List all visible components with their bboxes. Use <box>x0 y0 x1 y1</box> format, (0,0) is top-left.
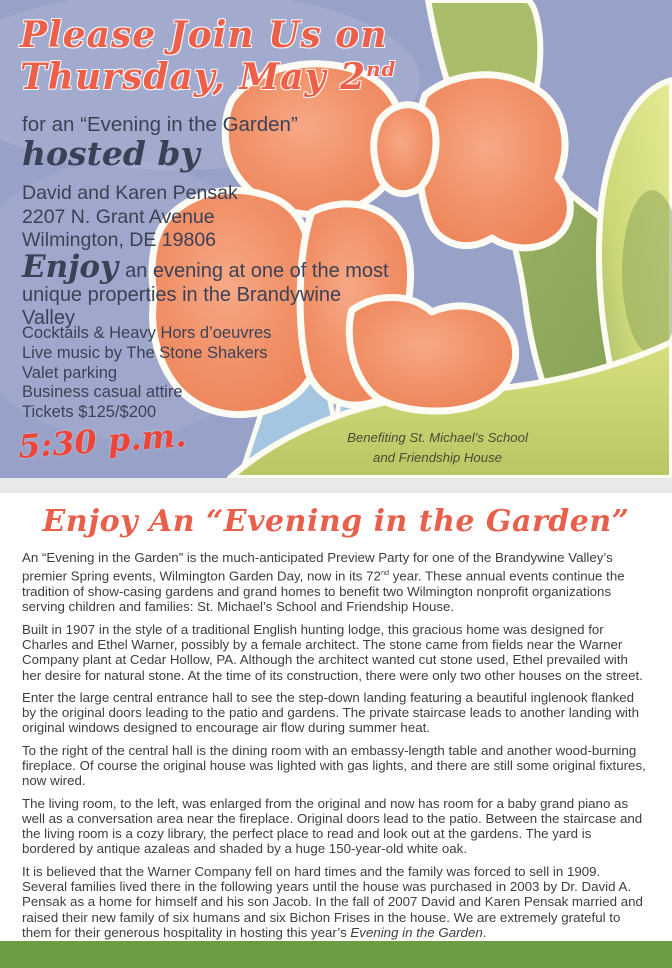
event-title <box>20 14 396 99</box>
detail-item: Live music by The Stone Shakers <box>22 343 268 362</box>
petal <box>374 105 436 194</box>
article-heading: Enjoy An “Evening in the Garden” <box>42 504 630 539</box>
benefiting-note <box>330 428 545 468</box>
event-subtitle: for an “Evening in the Garden” <box>22 113 298 136</box>
benefiting-line-1: Benefiting St. Michael’s School <box>347 430 528 445</box>
enjoy-tagline <box>22 249 394 331</box>
detail-item: Cocktails & Heavy Hors d’oeuvres <box>22 324 272 342</box>
hosted-by-label: hosted by <box>22 134 200 173</box>
green-footer-bar <box>0 941 672 968</box>
paragraph-owners: It is believed that the Warner Company fell on hard times and the family was forced to sell in 1909. Several families lived there in the following years until the house was purchased in 2003 by Dr. David A. Pensak as a home for himself and his son Jacob. In the fall of 2007 David and Karen Pensak married and raised their new family of six humans and six Bichon Frises in the house. We are extremely grateful to them for their generous hospitality in hosting this year’s Evening in the Garden. <box>22 863 643 940</box>
detail-item: Valet parking <box>22 363 118 382</box>
paragraph-living-room: The living room, to the left, was enlarged from the original and now has room for a baby grand piano as well as a conversation area near the fireplace. Original doors lead to the patio. Between the staircase and the living room is a cozy library, the perfect place to read and look out at the gardens. The yard is bordered by antique azaleas and shaded by a huge 150-year-old white oak. <box>22 795 643 857</box>
article-section <box>0 493 672 941</box>
paragraph-intro: An “Evening in the Garden” is the much-anticipated Preview Party for one of the Brandywine Valley’s premier Spring events, Wilmington Garden Day, now in its 72nd year. These annual events continue the tradition of show-casing gardens and grand homes to benefit two Wilmington nonprofit organizations serving children and families: St. Michael’s School and Friendship House. <box>22 550 625 615</box>
article-body <box>0 539 672 940</box>
detail-item: Business casual attire <box>22 383 183 402</box>
title-line-2: Thursday, May 2nd <box>20 56 397 99</box>
paragraph-history: Built in 1907 in the style of a traditional English hunting lodge, this gracious home was designed for Charles and Ethel Warner, possibly by a female architect. The stone came from fields near the Warner Company plant at Cedar Hollow, PA. Although the architect wanted cut stone used, Ethel prevailed with her desire for natural stone. At the time of its construction, there were only two other houses on the street. <box>22 621 643 683</box>
divider-band <box>0 478 672 493</box>
paragraph-entrance-hall: Enter the large central entrance hall to see the step-down landing featuring a beautiful inglenook flanked by the original doors leading to the patio and gardens. The private staircase leads to another landing with original windows designed to encourage air flow during summer heat. <box>22 689 639 736</box>
paragraph-dining-room: To the right of the central hall is the dining room with an embassy-length table and another wood-burning fireplace. Of course the original house was lighted with gas lights, and there are still some original fixtures, now wired. <box>22 742 646 789</box>
host-name: David and Karen Pensak <box>22 182 238 204</box>
detail-item: Tickets $125/$200 <box>22 403 157 422</box>
hero-section <box>0 0 672 478</box>
title-line-1: Please Join Us on <box>20 14 388 56</box>
petal <box>418 75 570 248</box>
benefiting-line-2: and Friendship House <box>372 450 503 465</box>
enjoy-word: Enjoy <box>22 249 119 285</box>
event-details-list <box>22 324 271 423</box>
ordinal-suffix: nd <box>366 57 397 82</box>
host-street: 2207 N. Grant Avenue <box>22 205 215 228</box>
host-address <box>22 182 238 253</box>
host-city: Wilmington, DE 19806 <box>22 229 217 251</box>
event-time: 5:30 p.m. <box>16 416 188 466</box>
enjoy-rest: an evening at one of the most unique properties in the Brandywine Valley <box>22 260 389 329</box>
